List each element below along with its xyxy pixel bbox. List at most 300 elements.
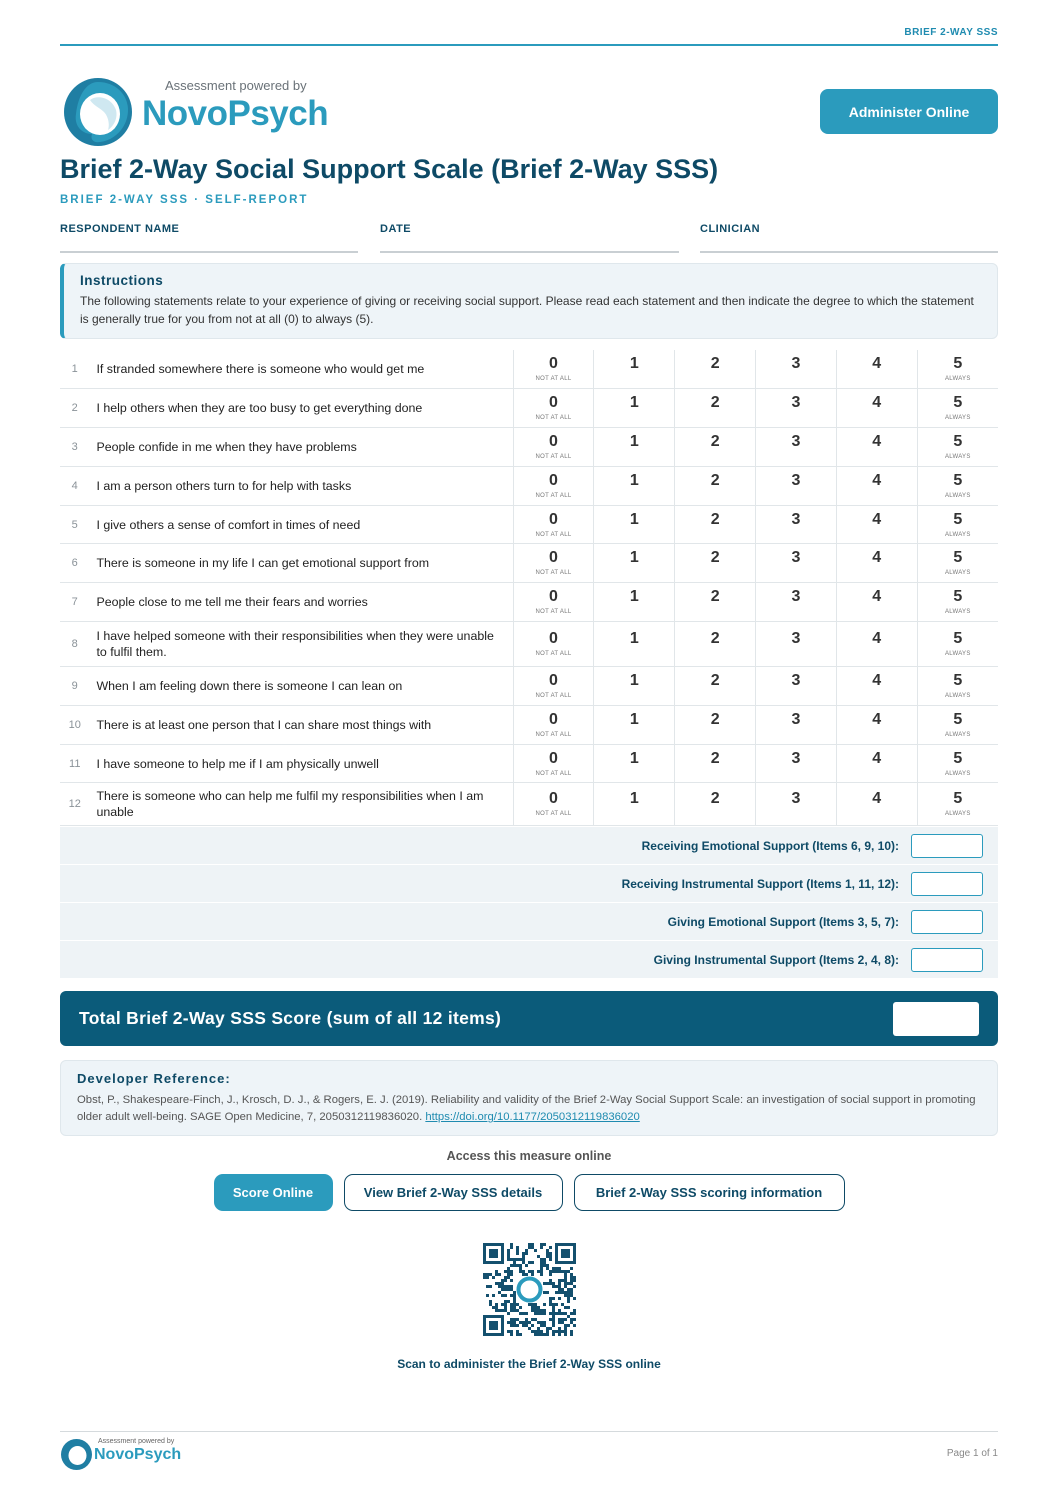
date-label: DATE	[380, 223, 412, 235]
option-value: 2	[710, 355, 720, 373]
option-value: 0	[549, 749, 558, 767]
option-value: 1	[629, 790, 639, 808]
option-anchor-empty	[837, 650, 917, 658]
option-anchor-high: ALWAYS	[944, 731, 971, 738]
response-option-5[interactable]	[917, 744, 998, 783]
response-option-4[interactable]	[836, 505, 917, 544]
option-value: 5	[953, 394, 963, 412]
item-row	[60, 783, 998, 826]
item-row	[60, 622, 998, 667]
subscale-row	[60, 865, 998, 903]
option-value: 5	[953, 588, 963, 606]
option-anchor-empty	[675, 414, 755, 422]
subscale-label: Receiving Emotional Support (Items 6, 9, 10):	[641, 838, 899, 853]
option-value: 1	[629, 355, 639, 373]
option-value: 1	[629, 510, 639, 528]
subscale-scores	[60, 827, 998, 979]
option-value: 3	[791, 471, 801, 489]
respondent-name-field[interactable]	[60, 219, 358, 253]
instructions-panel	[60, 263, 998, 339]
view-details-button[interactable]: View Brief 2-Way SSS details	[344, 1174, 563, 1211]
option-anchor-low: NOT AT ALL	[535, 376, 572, 383]
response-option-3[interactable]	[756, 705, 837, 744]
option-anchor-empty	[756, 453, 836, 461]
response-option-0[interactable]	[513, 428, 594, 467]
response-option-0[interactable]	[513, 350, 594, 389]
option-anchor-empty	[756, 375, 836, 383]
option-value: 4	[872, 355, 882, 373]
subscale-row	[60, 941, 998, 979]
response-option-5[interactable]	[917, 583, 998, 622]
option-anchor-high: ALWAYS	[944, 692, 971, 699]
item-row	[60, 544, 998, 583]
response-option-0[interactable]	[513, 783, 594, 826]
option-anchor-empty	[837, 531, 917, 539]
option-value: 3	[791, 630, 801, 648]
option-anchor-low: NOT AT ALL	[535, 415, 572, 422]
response-option-4[interactable]	[836, 466, 917, 505]
option-anchor-high: ALWAYS	[944, 415, 971, 422]
option-anchor-empty	[837, 810, 917, 818]
reference-doi-link[interactable]: https://doi.org/10.1177/2050312119836020	[425, 1111, 640, 1123]
option-value: 4	[872, 549, 882, 567]
item-text: There is at least one person that I can share most things with	[89, 705, 513, 744]
footer-logo-caption: Assessment powered by	[98, 1438, 175, 1445]
option-anchor-low: NOT AT ALL	[535, 692, 572, 699]
response-option-5[interactable]	[917, 350, 998, 389]
item-number: 3	[60, 428, 89, 467]
option-anchor-empty	[837, 492, 917, 500]
item-number: 1	[60, 350, 89, 389]
option-anchor-low: NOT AT ALL	[535, 531, 572, 538]
response-option-3[interactable]	[756, 466, 837, 505]
access-heading: Access this measure online	[446, 1149, 612, 1163]
option-anchor-empty	[756, 569, 836, 577]
option-anchor-empty	[675, 492, 755, 500]
response-option-0[interactable]	[513, 667, 594, 706]
reference-text	[77, 1092, 981, 1126]
option-anchor-low: NOT AT ALL	[535, 570, 572, 577]
option-value: 5	[953, 432, 963, 450]
response-option-4[interactable]	[836, 544, 917, 583]
option-anchor-empty	[675, 650, 755, 658]
response-option-0[interactable]	[513, 389, 594, 428]
option-value: 3	[791, 432, 801, 450]
option-anchor-empty	[594, 375, 674, 383]
option-value: 0	[549, 790, 558, 808]
option-value: 1	[629, 588, 639, 606]
option-anchor-high: ALWAYS	[944, 770, 971, 777]
option-anchor-low: NOT AT ALL	[535, 770, 572, 777]
reference-heading: Developer Reference:	[77, 1071, 231, 1086]
response-option-2[interactable]	[675, 350, 756, 389]
option-anchor-low: NOT AT ALL	[535, 811, 572, 818]
item-text: People confide in me when they have problems	[89, 428, 513, 467]
subscale-label: Giving Instrumental Support (Items 2, 4, 8):	[653, 952, 899, 967]
response-option-3[interactable]	[756, 622, 837, 667]
option-value: 1	[629, 630, 639, 648]
option-value: 4	[872, 510, 882, 528]
access-buttons	[60, 1174, 998, 1211]
option-value: 3	[791, 394, 801, 412]
item-text: When I am feeling down there is someone I can lean on	[89, 667, 513, 706]
option-anchor-empty	[675, 692, 755, 700]
option-anchor-empty	[594, 492, 674, 500]
item-text: There is someone who can help me fulfil my responsibilities when I am unable	[89, 783, 513, 826]
option-anchor-empty	[594, 650, 674, 658]
instructions-text: The following statements relate to your experience of giving or receiving social support. Please read each statement and then indicate the degree to which the statement is generally true for you from not at all (0) to always (5).	[80, 294, 974, 326]
option-value: 2	[710, 790, 720, 808]
response-option-1[interactable]	[594, 466, 675, 505]
response-option-1[interactable]	[594, 622, 675, 667]
option-value: 1	[629, 671, 639, 689]
response-option-0[interactable]	[513, 466, 594, 505]
option-anchor-empty	[594, 731, 674, 739]
option-value: 0	[549, 394, 558, 412]
option-anchor-empty	[756, 770, 836, 778]
item-row	[60, 505, 998, 544]
option-anchor-empty	[594, 608, 674, 616]
option-anchor-empty	[594, 692, 674, 700]
score-online-button[interactable]: Score Online	[214, 1174, 333, 1211]
option-anchor-empty	[594, 770, 674, 778]
footer-logo	[60, 1437, 182, 1473]
response-option-3[interactable]	[756, 428, 837, 467]
option-value: 1	[629, 394, 639, 412]
response-option-2[interactable]	[675, 505, 756, 544]
response-option-1[interactable]	[594, 744, 675, 783]
response-option-2[interactable]	[675, 744, 756, 783]
item-number: 12	[60, 783, 89, 826]
administer-online-button[interactable]: Administer Online	[820, 89, 998, 134]
option-value: 3	[791, 790, 801, 808]
option-value: 5	[953, 671, 963, 689]
option-anchor-high: ALWAYS	[944, 811, 971, 818]
response-option-0[interactable]	[513, 705, 594, 744]
subscale-label: Giving Emotional Support (Items 3, 5, 7):	[667, 914, 899, 929]
option-anchor-empty	[756, 608, 836, 616]
item-text: If stranded somewhere there is someone who would get me	[89, 350, 513, 389]
response-option-1[interactable]	[594, 667, 675, 706]
option-anchor-empty	[756, 731, 836, 739]
option-value: 0	[549, 471, 558, 489]
response-option-5[interactable]	[917, 544, 998, 583]
option-anchor-empty	[756, 414, 836, 422]
item-number: 6	[60, 544, 89, 583]
option-anchor-empty	[756, 692, 836, 700]
scoring-information-button[interactable]: Brief 2-Way SSS scoring information	[574, 1174, 845, 1211]
response-option-4[interactable]	[836, 428, 917, 467]
response-option-1[interactable]	[594, 505, 675, 544]
respondent-name-label: RESPONDENT NAME	[60, 223, 180, 235]
page-subtitle: BRIEF 2-WAY SSS · SELF-REPORT	[60, 194, 309, 206]
response-option-3[interactable]	[756, 544, 837, 583]
response-option-0[interactable]	[513, 505, 594, 544]
option-anchor-low: NOT AT ALL	[535, 651, 572, 658]
scan-instruction: Scan to administer the Brief 2-Way SSS online	[397, 1357, 661, 1371]
option-anchor-empty	[594, 810, 674, 818]
option-value: 0	[549, 355, 558, 373]
option-anchor-empty	[675, 375, 755, 383]
option-anchor-empty	[594, 531, 674, 539]
subscale-score-box[interactable]	[911, 910, 983, 934]
response-option-0[interactable]	[513, 544, 594, 583]
item-text: I have helped someone with their responsibilities when they were unable to fulfil them.	[89, 622, 513, 667]
reference-citation: Obst, P., Shakespeare-Finch, J., Krosch, D. J., & Rogers, E. J. (2019). Reliability and validity of the Brief 2-Way Social Support Scale: an investigation of social support in promoting older adult well-being. SAGE Open Medicine, 7, 2050312119836020.	[77, 1094, 976, 1123]
item-row	[60, 744, 998, 783]
option-value: 4	[872, 630, 882, 648]
option-value: 4	[872, 471, 882, 489]
option-value: 3	[791, 749, 801, 767]
option-anchor-empty	[837, 731, 917, 739]
option-value: 4	[872, 710, 882, 728]
option-value: 4	[872, 749, 882, 767]
option-anchor-empty	[756, 650, 836, 658]
item-text: I am a person others turn to for help with tasks	[89, 466, 513, 505]
footer-divider	[60, 1431, 998, 1432]
date-field[interactable]	[380, 219, 679, 253]
response-option-5[interactable]	[917, 466, 998, 505]
option-value: 4	[872, 588, 882, 606]
option-value: 2	[710, 394, 720, 412]
option-anchor-empty	[837, 375, 917, 383]
response-option-5[interactable]	[917, 667, 998, 706]
option-value: 3	[791, 355, 801, 373]
item-number: 9	[60, 667, 89, 706]
option-value: 4	[872, 671, 882, 689]
option-anchor-empty	[756, 810, 836, 818]
response-option-2[interactable]	[675, 583, 756, 622]
response-option-5[interactable]	[917, 622, 998, 667]
option-anchor-empty	[675, 810, 755, 818]
option-anchor-empty	[837, 569, 917, 577]
option-anchor-empty	[594, 569, 674, 577]
total-score-bar	[60, 991, 998, 1046]
response-option-1[interactable]	[594, 350, 675, 389]
option-anchor-empty	[594, 453, 674, 461]
response-option-1[interactable]	[594, 428, 675, 467]
response-option-4[interactable]	[836, 744, 917, 783]
option-value: 2	[710, 710, 720, 728]
option-anchor-high: ALWAYS	[944, 492, 971, 499]
response-option-3[interactable]	[756, 667, 837, 706]
option-anchor-empty	[837, 770, 917, 778]
item-number: 5	[60, 505, 89, 544]
response-option-2[interactable]	[675, 705, 756, 744]
item-row	[60, 428, 998, 467]
response-option-4[interactable]	[836, 667, 917, 706]
option-anchor-low: NOT AT ALL	[535, 609, 572, 616]
item-number: 8	[60, 622, 89, 667]
option-anchor-empty	[837, 453, 917, 461]
item-row	[60, 705, 998, 744]
option-value: 0	[549, 432, 558, 450]
option-anchor-empty	[675, 770, 755, 778]
items-table	[60, 350, 998, 826]
logo-caption: Assessment powered by	[165, 78, 307, 93]
option-value: 5	[953, 790, 963, 808]
option-value: 1	[629, 710, 639, 728]
item-row	[60, 389, 998, 428]
option-value: 0	[549, 549, 558, 567]
qr-code-icon[interactable]	[483, 1243, 576, 1336]
response-option-1[interactable]	[594, 544, 675, 583]
response-option-5[interactable]	[917, 505, 998, 544]
response-option-3[interactable]	[756, 583, 837, 622]
response-option-1[interactable]	[594, 389, 675, 428]
subscale-score-box[interactable]	[911, 872, 983, 896]
option-value: 5	[953, 510, 963, 528]
option-value: 1	[629, 471, 639, 489]
response-option-3[interactable]	[756, 783, 837, 826]
footer-head-logo-icon	[60, 1438, 93, 1471]
header-tag: BRIEF 2-WAY SSS	[904, 27, 998, 38]
option-anchor-empty	[675, 731, 755, 739]
response-option-5[interactable]	[917, 783, 998, 826]
option-value: 1	[629, 549, 639, 567]
option-value: 5	[953, 710, 963, 728]
option-anchor-empty	[756, 531, 836, 539]
item-number: 10	[60, 705, 89, 744]
response-option-2[interactable]	[675, 667, 756, 706]
response-option-3[interactable]	[756, 744, 837, 783]
option-value: 0	[549, 671, 558, 689]
option-anchor-high: ALWAYS	[944, 570, 971, 577]
response-option-2[interactable]	[675, 466, 756, 505]
option-value: 2	[710, 432, 720, 450]
option-anchor-empty	[837, 692, 917, 700]
option-value: 5	[953, 549, 963, 567]
option-value: 1	[629, 432, 639, 450]
item-row	[60, 466, 998, 505]
option-value: 5	[953, 630, 963, 648]
response-option-0[interactable]	[513, 583, 594, 622]
response-option-2[interactable]	[675, 389, 756, 428]
option-value: 0	[549, 630, 558, 648]
option-value: 3	[791, 671, 801, 689]
response-option-2[interactable]	[675, 783, 756, 826]
option-value: 4	[872, 790, 882, 808]
option-value: 3	[791, 549, 801, 567]
total-score-label: Total Brief 2-Way SSS Score (sum of all 12 items)	[79, 1008, 502, 1028]
response-option-2[interactable]	[675, 622, 756, 667]
response-option-0[interactable]	[513, 744, 594, 783]
logo-wordmark: NovoPsych	[142, 94, 329, 133]
response-option-4[interactable]	[836, 622, 917, 667]
footer-logo-wordmark: NovoPsych	[94, 1446, 182, 1463]
item-number: 11	[60, 744, 89, 783]
option-anchor-empty	[675, 453, 755, 461]
developer-reference	[60, 1060, 998, 1136]
response-option-2[interactable]	[675, 544, 756, 583]
subscale-score-box[interactable]	[911, 948, 983, 972]
option-anchor-empty	[837, 608, 917, 616]
item-text: I help others when they are too busy to get everything done	[89, 389, 513, 428]
option-anchor-empty	[837, 414, 917, 422]
response-option-4[interactable]	[836, 783, 917, 826]
response-option-3[interactable]	[756, 389, 837, 428]
response-option-4[interactable]	[836, 389, 917, 428]
subscale-row	[60, 903, 998, 941]
option-anchor-empty	[675, 569, 755, 577]
response-option-5[interactable]	[917, 428, 998, 467]
option-anchor-empty	[594, 414, 674, 422]
option-value: 1	[629, 749, 639, 767]
option-value: 0	[549, 588, 558, 606]
response-option-5[interactable]	[917, 705, 998, 744]
option-value: 4	[872, 394, 882, 412]
option-anchor-empty	[675, 531, 755, 539]
page-title: Brief 2-Way Social Support Scale (Brief 2-Way SSS)	[60, 154, 719, 184]
item-text: I have someone to help me if I am physically unwell	[89, 744, 513, 783]
response-option-3[interactable]	[756, 505, 837, 544]
response-option-1[interactable]	[594, 783, 675, 826]
response-option-4[interactable]	[836, 583, 917, 622]
option-value: 2	[710, 471, 720, 489]
response-option-0[interactable]	[513, 622, 594, 667]
response-option-2[interactable]	[675, 428, 756, 467]
option-value: 5	[953, 749, 963, 767]
response-option-1[interactable]	[594, 705, 675, 744]
instructions-heading: Instructions	[80, 273, 164, 288]
option-value: 2	[710, 749, 720, 767]
item-row	[60, 350, 998, 389]
option-value: 4	[872, 432, 882, 450]
item-number: 2	[60, 389, 89, 428]
page-number: Page 1 of 1	[946, 1448, 998, 1459]
item-number: 4	[60, 466, 89, 505]
option-anchor-low: NOT AT ALL	[535, 731, 572, 738]
subscale-score-box[interactable]	[911, 834, 983, 858]
option-value: 0	[549, 510, 558, 528]
subscale-label: Receiving Instrumental Support (Items 1, 11, 12):	[621, 876, 899, 891]
option-anchor-high: ALWAYS	[944, 531, 971, 538]
option-anchor-empty	[675, 608, 755, 616]
option-anchor-high: ALWAYS	[944, 453, 971, 460]
item-text: People close to me tell me their fears and worries	[89, 583, 513, 622]
clinician-label: CLINICIAN	[700, 223, 761, 235]
option-anchor-high: ALWAYS	[944, 609, 971, 616]
subscale-row	[60, 827, 998, 865]
item-text: There is someone in my life I can get emotional support from	[89, 544, 513, 583]
total-score-box[interactable]	[893, 1002, 979, 1036]
option-value: 3	[791, 510, 801, 528]
response-option-5[interactable]	[917, 389, 998, 428]
item-text: I give others a sense of comfort in times of need	[89, 505, 513, 544]
option-value: 3	[791, 588, 801, 606]
item-row	[60, 667, 998, 706]
clinician-field[interactable]	[700, 219, 998, 253]
option-anchor-high: ALWAYS	[944, 376, 971, 383]
option-anchor-empty	[756, 492, 836, 500]
response-option-4[interactable]	[836, 350, 917, 389]
option-value: 5	[953, 355, 963, 373]
option-value: 2	[710, 510, 720, 528]
option-value: 0	[549, 710, 558, 728]
item-number: 7	[60, 583, 89, 622]
option-anchor-low: NOT AT ALL	[535, 453, 572, 460]
head-logo-icon	[60, 74, 136, 148]
response-option-3[interactable]	[756, 350, 837, 389]
option-value: 3	[791, 710, 801, 728]
response-option-1[interactable]	[594, 583, 675, 622]
response-option-4[interactable]	[836, 705, 917, 744]
item-row	[60, 583, 998, 622]
header-divider	[60, 44, 998, 46]
option-value: 5	[953, 471, 963, 489]
option-value: 2	[710, 588, 720, 606]
option-value: 2	[710, 549, 720, 567]
